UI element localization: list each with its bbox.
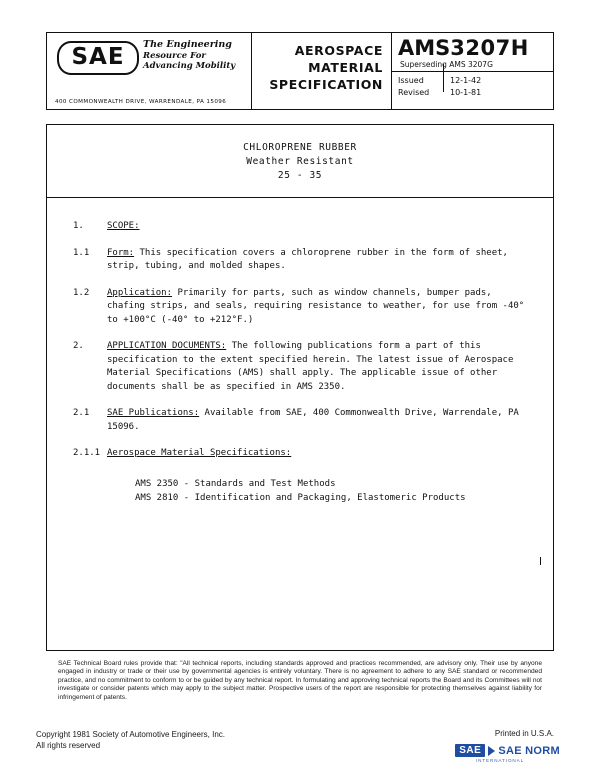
page-tick-mark [540,557,541,565]
reference-list [135,477,531,505]
clause-number: 1.2 [73,287,90,298]
watermark-text: SAE NORM [498,744,560,757]
issued-date: 12-1-42 [450,76,482,85]
arrow-right-icon [488,746,495,756]
revised-label: Revised [398,88,430,97]
document-number-value: 3207H [450,36,529,60]
document-number [392,33,553,60]
watermark-badge: SAE [455,744,485,757]
clause-number: 2. [73,341,84,351]
sae-tagline [143,40,235,72]
clause-2-1-1 [73,447,531,461]
date-divider [443,64,444,92]
document-type-line1: AEROSPACE [294,43,383,58]
title-line1: CHLOROPRENE RUBBER [243,142,357,153]
clause-number: 1.1 [73,247,90,258]
document-body-box [46,124,554,651]
sae-tagline-line1: The Engineering [143,39,232,50]
superseding-note: Superseding AMS 3207G [400,60,493,69]
date-block [392,72,553,99]
sae-tagline-line2: Resource For [143,50,206,61]
list-item: AMS 2350 - Standards and Test Methods [135,478,336,489]
revised-date: 10-1-81 [450,88,482,97]
clause-text: This specification covers a chloroprene rubber in the form of sheet, strip, tubing, and molded shapes. [107,247,508,271]
document-number-prefix: AMS [398,36,451,60]
title-line3: 25 - 35 [277,170,323,181]
header-logo-panel [47,33,252,109]
clause-heading: Application: [107,287,173,298]
technical-board-notice: SAE Technical Board rules provide that: "All technical reports, including standards approved and practices recommended, are advisory only. Their use by anyone engaged in industry or trade or their use by governmental agencies is entirely voluntary. There is no agreement to adhere to any SAE standard or recommended practice, and no commitment to conform to or be guided by any technical report. In formulating and approving technical reports the Board and its Committees will not investigate or consider patents which may apply to the subject matter. Prospective users of the report are responsible for protecting themselves against liability for infringement of patents. [58,660,542,701]
sae-logo: SAE [57,41,139,75]
title-line2: Weather Resistant [246,156,354,167]
clause-text: Primarily for parts, such as window channels, bumper pads, chafing strips, and seals, requiring resistance to weather, for use from -40° to +100°C (-40° to +212°F.) [107,287,525,325]
clause-1 [73,220,531,234]
clause-number: 2.1 [73,408,90,418]
clause-1-1 [73,247,531,274]
issued-label: Issued [398,76,424,85]
clause-text: Available from SAE, 400 Commonwealth Drive, Warrendale, PA 15096. [107,408,519,432]
clause-number: 1. [73,221,84,231]
clause-1-2 [73,287,531,328]
copyright-text: Copyright 1981 Society of Automotive Engineers, Inc. [36,730,225,739]
clause-2 [73,340,531,394]
rights-text: All rights reserved [36,741,101,750]
printed-in-text: Printed in U.S.A. [494,729,554,738]
document-type-line3: SPECIFICATION [269,77,383,92]
list-item: AMS 2810 - Identification and Packaging, Elastomeric Products [135,492,466,503]
watermark-subtext: INTERNATIONAL [475,758,525,763]
clause-heading: SAE Publications: [107,408,200,418]
document-type-line2: MATERIAL [308,60,383,75]
clause-heading: Form: [107,247,135,258]
copyright-block [36,729,225,751]
clause-number: 2.1.1 [73,448,101,458]
clause-2-1 [73,407,531,434]
clause-heading: SCOPE: [107,221,140,231]
sae-address: 400 COMMONWEALTH DRIVE, WARRENDALE, PA 15096 [55,99,227,105]
document-header [46,32,554,110]
sae-tagline-line3: Advancing Mobility [143,61,236,71]
document-content [47,198,553,505]
specification-title-block [47,125,553,198]
clause-heading: APPLICATION DOCUMENTS: [107,341,227,351]
sae-norm-watermark [448,744,560,763]
clause-heading: Aerospace Material Specifications: [107,448,292,458]
document-identification [392,33,553,109]
clause-text: The following publications form a part of this specification to the extent specified herein. The latest issue of Aerospace Material Specifications (AMS) shall apply. The applicable issue of other documents shall be as specified in AMS 2350. [107,341,514,392]
document-type [252,33,392,109]
